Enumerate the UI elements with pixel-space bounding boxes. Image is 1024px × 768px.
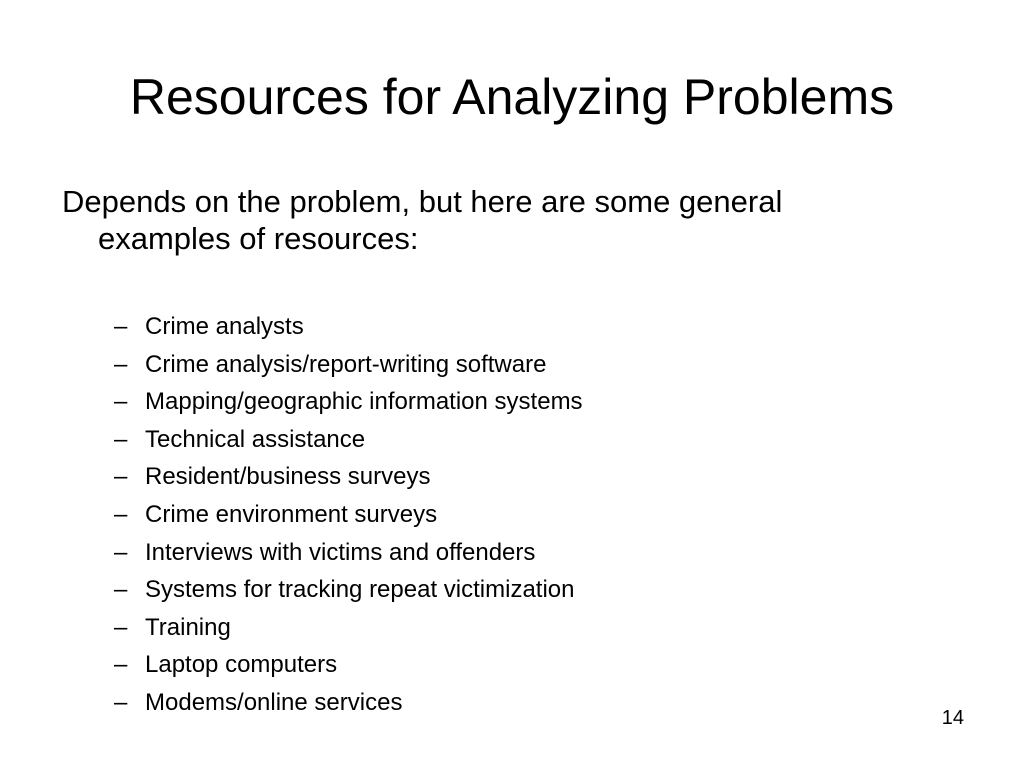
list-item — [114, 571, 583, 609]
list-item-text: Mapping/geographic information systems — [145, 388, 583, 416]
list-item — [114, 609, 583, 647]
list-item — [114, 308, 583, 346]
dash-marker: – — [114, 576, 128, 604]
dash-marker: – — [114, 388, 128, 416]
list-item-text: Crime analysis/report-writing software — [145, 350, 547, 378]
dash-marker: – — [114, 538, 128, 566]
list-item — [114, 496, 583, 534]
list-item-text: Training — [145, 613, 231, 641]
list-item-text: Resident/business surveys — [145, 463, 431, 491]
slide-title: Resources for Analyzing Problems — [129, 69, 895, 125]
list-item — [114, 421, 583, 459]
dash-marker: – — [114, 688, 128, 716]
intro-line-2: examples of resources: — [98, 221, 419, 256]
list-item-text: Crime analysts — [145, 313, 304, 340]
dash-marker: – — [114, 463, 128, 491]
list-item — [114, 684, 583, 722]
list-item-text: Modems/online services — [145, 688, 403, 716]
list-item-text: Laptop computers — [145, 651, 338, 679]
intro-text — [62, 183, 942, 257]
list-item — [114, 534, 583, 572]
list-item — [114, 646, 583, 684]
list-item-text: Crime environment surveys — [145, 500, 438, 528]
list-item — [114, 383, 583, 421]
list-item-text: Systems for tracking repeat victimization — [145, 576, 575, 604]
dash-marker: – — [114, 313, 128, 340]
dash-marker: – — [114, 350, 128, 378]
dash-marker: – — [114, 425, 128, 453]
resource-list — [114, 308, 583, 722]
list-item-text: Technical assistance — [145, 425, 366, 453]
list-item-text: Interviews with victims and offenders — [145, 538, 536, 566]
intro-line-1: Depends on the problem, but here are some general — [62, 184, 783, 219]
dash-marker: – — [114, 500, 128, 528]
list-item — [114, 346, 583, 384]
dash-marker: – — [114, 613, 128, 641]
dash-marker: – — [114, 651, 128, 679]
list-item — [114, 458, 583, 496]
page-number: 14 — [941, 707, 964, 729]
